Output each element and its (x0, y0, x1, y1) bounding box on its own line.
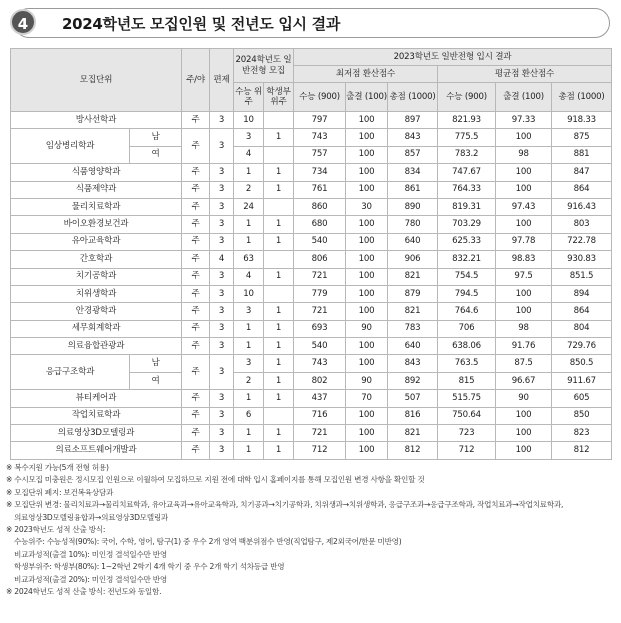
min-suneung-cell: 743 (294, 129, 346, 146)
min-suneung-cell: 734 (294, 164, 346, 181)
unit-name: 치위생학과 (11, 285, 182, 302)
avg-total-cell: 864 (552, 303, 612, 320)
table-row (11, 198, 612, 215)
header-class-count: 편제 (210, 49, 234, 112)
avg-total-cell: 864 (552, 181, 612, 198)
min-total-cell: 507 (388, 390, 438, 407)
day-night-cell: 주 (182, 181, 210, 198)
min-attendance-cell: 70 (346, 390, 388, 407)
gender-cell: 남 (130, 129, 182, 146)
note-line: ※ 모집단위 변경: 물리치료과→물리치료학과, 유아교육과→유아교육학과, 치기공과→치기공학과, 치위생과→치위생학과, 응급구조과→응급구조학과, 작업치료과→작업치료학과, (6, 500, 564, 510)
min-attendance-cell: 30 (346, 198, 388, 215)
min-total-cell: 843 (388, 355, 438, 372)
note-line: ※ 2023학년도 성적 산출 방식: (6, 525, 106, 535)
avg-attendance-cell: 100 (496, 303, 552, 320)
note-line: ※ 2024학년도 성적 산출 방식: 전년도와 동일함. (6, 587, 162, 597)
avg-attendance-cell: 97.78 (496, 233, 552, 250)
avg-total-cell: 823 (552, 425, 612, 442)
min-suneung-cell: 721 (294, 303, 346, 320)
avg-suneung-cell: 775.5 (438, 129, 496, 146)
avg-total-cell: 918.33 (552, 112, 612, 129)
class-count-cell: 3 (210, 268, 234, 285)
suneung-quota-cell: 1 (234, 338, 264, 355)
min-attendance-cell: 100 (346, 355, 388, 372)
suneung-quota-cell: 1 (234, 390, 264, 407)
gender-cell: 여 (130, 146, 182, 163)
table-row (11, 338, 612, 355)
unit-name: 의료영상3D모델링과 (11, 425, 182, 442)
class-count-cell: 3 (210, 216, 234, 233)
min-attendance-cell: 100 (346, 303, 388, 320)
min-total-cell: 857 (388, 146, 438, 163)
class-count-cell: 3 (210, 390, 234, 407)
record-quota-cell: 1 (264, 338, 294, 355)
avg-attendance-cell: 100 (496, 285, 552, 302)
avg-suneung-cell: 815 (438, 372, 496, 389)
table-row (11, 285, 612, 302)
min-attendance-cell: 100 (346, 442, 388, 459)
day-night-cell: 주 (182, 425, 210, 442)
min-suneung-cell: 680 (294, 216, 346, 233)
class-count-cell: 4 (210, 251, 234, 268)
avg-total-cell: 804 (552, 320, 612, 337)
unit-name: 식품영양학과 (11, 164, 182, 181)
note-line: ※ 모집단위 폐지: 보건복육상담과 (6, 487, 114, 497)
avg-attendance-cell: 100 (496, 164, 552, 181)
section-number-badge (4, 8, 38, 38)
min-attendance-cell: 100 (346, 129, 388, 146)
suneung-quota-cell: 6 (234, 407, 264, 424)
min-suneung-cell: 721 (294, 425, 346, 442)
day-night-cell: 주 (182, 233, 210, 250)
suneung-quota-cell: 1 (234, 425, 264, 442)
min-attendance-cell: 100 (346, 112, 388, 129)
gender-cell: 남 (130, 355, 182, 372)
avg-suneung-cell: 723 (438, 425, 496, 442)
table-row (11, 181, 612, 198)
suneung-quota-cell: 1 (234, 320, 264, 337)
table-row (11, 251, 612, 268)
table-row (11, 164, 612, 181)
record-quota-cell: 1 (264, 390, 294, 407)
suneung-quota-cell: 1 (234, 233, 264, 250)
avg-suneung-cell: 794.5 (438, 285, 496, 302)
unit-name: 세무회계학과 (11, 320, 182, 337)
min-total-cell: 879 (388, 285, 438, 302)
min-total-cell: 821 (388, 303, 438, 320)
unit-name: 식품제약과 (11, 181, 182, 198)
avg-total-cell: 930.83 (552, 251, 612, 268)
section-title: 2024학년도 모집인원 및 전년도 입시 결과 (62, 15, 341, 33)
header-min-total: 총점 (1000) (388, 83, 438, 112)
min-attendance-cell: 100 (346, 425, 388, 442)
header-day-night: 주/야 (182, 49, 210, 112)
min-attendance-cell: 100 (346, 285, 388, 302)
avg-total-cell: 881 (552, 146, 612, 163)
admission-results-table (10, 48, 612, 460)
min-total-cell: 640 (388, 233, 438, 250)
section-header (4, 6, 614, 42)
avg-total-cell: 803 (552, 216, 612, 233)
class-count-cell: 3 (210, 425, 234, 442)
class-count-cell: 3 (210, 181, 234, 198)
day-night-cell: 주 (182, 268, 210, 285)
record-quota-cell: 1 (264, 164, 294, 181)
day-night-cell: 주 (182, 407, 210, 424)
min-attendance-cell: 100 (346, 146, 388, 163)
header-recruit-2024: 2024학년도 일반전형 모집 (234, 49, 294, 83)
record-quota-cell (264, 112, 294, 129)
min-total-cell: 892 (388, 372, 438, 389)
table-row (11, 320, 612, 337)
avg-attendance-cell: 100 (496, 129, 552, 146)
day-night-cell: 주 (182, 355, 210, 390)
note-line: 학생부위주: 학생부(80%): 1~2학년 2학기 4개 학기 중 우수 2개 학기 석차등급 반영 (14, 562, 285, 572)
min-attendance-cell: 100 (346, 338, 388, 355)
min-suneung-cell: 721 (294, 268, 346, 285)
day-night-cell: 주 (182, 390, 210, 407)
day-night-cell: 주 (182, 198, 210, 215)
record-quota-cell: 1 (264, 320, 294, 337)
table-row (11, 407, 612, 424)
unit-name: 의료융합관광과 (11, 338, 182, 355)
min-total-cell: 640 (388, 338, 438, 355)
table-row (11, 216, 612, 233)
avg-suneung-cell: 832.21 (438, 251, 496, 268)
day-night-cell: 주 (182, 442, 210, 459)
class-count-cell: 3 (210, 338, 234, 355)
avg-attendance-cell: 100 (496, 216, 552, 233)
record-quota-cell (264, 407, 294, 424)
table-row (11, 112, 612, 129)
section-number: 4 (10, 9, 36, 35)
avg-total-cell: 850 (552, 407, 612, 424)
avg-total-cell: 875 (552, 129, 612, 146)
min-attendance-cell: 100 (346, 216, 388, 233)
min-total-cell: 834 (388, 164, 438, 181)
min-attendance-cell: 100 (346, 233, 388, 250)
avg-suneung-cell: 625.33 (438, 233, 496, 250)
suneung-quota-cell: 2 (234, 372, 264, 389)
min-suneung-cell: 712 (294, 442, 346, 459)
suneung-quota-cell: 3 (234, 355, 264, 372)
header-min-attendance: 출결 (100) (346, 83, 388, 112)
record-quota-cell: 1 (264, 233, 294, 250)
table-row (11, 442, 612, 459)
min-attendance-cell: 100 (346, 181, 388, 198)
avg-suneung-cell: 764.33 (438, 181, 496, 198)
record-quota-cell: 1 (264, 268, 294, 285)
table-body (11, 112, 612, 460)
min-attendance-cell: 90 (346, 372, 388, 389)
gender-cell: 여 (130, 372, 182, 389)
avg-attendance-cell: 100 (496, 407, 552, 424)
avg-attendance-cell: 100 (496, 425, 552, 442)
unit-name: 방사선학과 (11, 112, 182, 129)
avg-suneung-cell: 638.06 (438, 338, 496, 355)
unit-name: 안경광학과 (11, 303, 182, 320)
unit-name: 치기공학과 (11, 268, 182, 285)
min-total-cell: 780 (388, 216, 438, 233)
suneung-quota-cell: 3 (234, 303, 264, 320)
min-attendance-cell: 100 (346, 164, 388, 181)
unit-name: 유아교육학과 (11, 233, 182, 250)
avg-suneung-cell: 821.93 (438, 112, 496, 129)
record-quota-cell: 1 (264, 129, 294, 146)
header-record-priority: 학생부 위주 (264, 83, 294, 112)
min-total-cell: 890 (388, 198, 438, 215)
avg-attendance-cell: 90 (496, 390, 552, 407)
min-attendance-cell: 100 (346, 407, 388, 424)
record-quota-cell: 1 (264, 372, 294, 389)
min-suneung-cell: 693 (294, 320, 346, 337)
unit-name: 뷰티케어과 (11, 390, 182, 407)
day-night-cell: 주 (182, 338, 210, 355)
min-suneung-cell: 797 (294, 112, 346, 129)
header-avg-total: 총점 (1000) (552, 83, 612, 112)
suneung-quota-cell: 1 (234, 216, 264, 233)
day-night-cell: 주 (182, 216, 210, 233)
min-total-cell: 821 (388, 268, 438, 285)
avg-suneung-cell: 754.5 (438, 268, 496, 285)
avg-attendance-cell: 91.76 (496, 338, 552, 355)
header-avg-score: 평균점 환산점수 (438, 66, 612, 83)
min-attendance-cell: 100 (346, 268, 388, 285)
avg-total-cell: 850.5 (552, 355, 612, 372)
day-night-cell: 주 (182, 112, 210, 129)
class-count-cell: 3 (210, 198, 234, 215)
min-total-cell: 861 (388, 181, 438, 198)
header-suneung-priority: 수능 위주 (234, 83, 264, 112)
avg-suneung-cell: 703.29 (438, 216, 496, 233)
record-quota-cell: 1 (264, 425, 294, 442)
notes-section (6, 462, 612, 598)
suneung-quota-cell: 4 (234, 146, 264, 163)
suneung-quota-cell: 2 (234, 181, 264, 198)
avg-attendance-cell: 100 (496, 442, 552, 459)
avg-suneung-cell: 819.31 (438, 198, 496, 215)
min-suneung-cell: 761 (294, 181, 346, 198)
class-count-cell: 3 (210, 355, 234, 390)
record-quota-cell (264, 146, 294, 163)
header-avg-suneung: 수능 (900) (438, 83, 496, 112)
avg-attendance-cell: 97.5 (496, 268, 552, 285)
avg-total-cell: 894 (552, 285, 612, 302)
avg-total-cell: 851.5 (552, 268, 612, 285)
avg-attendance-cell: 98 (496, 146, 552, 163)
day-night-cell: 주 (182, 303, 210, 320)
avg-total-cell: 722.78 (552, 233, 612, 250)
class-count-cell: 3 (210, 164, 234, 181)
min-suneung-cell: 540 (294, 233, 346, 250)
day-night-cell: 주 (182, 251, 210, 268)
avg-attendance-cell: 98.83 (496, 251, 552, 268)
suneung-quota-cell: 24 (234, 198, 264, 215)
suneung-quota-cell: 1 (234, 164, 264, 181)
min-total-cell: 843 (388, 129, 438, 146)
min-suneung-cell: 860 (294, 198, 346, 215)
avg-suneung-cell: 763.5 (438, 355, 496, 372)
record-quota-cell: 1 (264, 303, 294, 320)
avg-total-cell: 729.76 (552, 338, 612, 355)
class-count-cell: 3 (210, 303, 234, 320)
avg-total-cell: 916.43 (552, 198, 612, 215)
avg-suneung-cell: 764.6 (438, 303, 496, 320)
record-quota-cell: 1 (264, 181, 294, 198)
header-unit: 모집단위 (11, 49, 182, 112)
header-min-score: 최저점 환산점수 (294, 66, 438, 83)
class-count-cell: 3 (210, 112, 234, 129)
table-row (11, 390, 612, 407)
avg-suneung-cell: 712 (438, 442, 496, 459)
min-suneung-cell: 802 (294, 372, 346, 389)
min-suneung-cell: 757 (294, 146, 346, 163)
avg-suneung-cell: 750.64 (438, 407, 496, 424)
avg-total-cell: 911.67 (552, 372, 612, 389)
record-quota-cell (264, 251, 294, 268)
min-total-cell: 821 (388, 425, 438, 442)
min-suneung-cell: 743 (294, 355, 346, 372)
header-avg-attendance: 출결 (100) (496, 83, 552, 112)
class-count-cell: 3 (210, 407, 234, 424)
class-count-cell: 3 (210, 442, 234, 459)
avg-suneung-cell: 515.75 (438, 390, 496, 407)
unit-name: 의료소프트웨어개발과 (11, 442, 182, 459)
avg-attendance-cell: 97.43 (496, 198, 552, 215)
avg-suneung-cell: 783.2 (438, 146, 496, 163)
min-total-cell: 897 (388, 112, 438, 129)
day-night-cell: 주 (182, 164, 210, 181)
table-row (11, 303, 612, 320)
note-line: 의료영상3D모델링융합과→의료영상3D모델링과 (14, 512, 169, 522)
min-total-cell: 906 (388, 251, 438, 268)
table-row (11, 355, 612, 372)
min-suneung-cell: 806 (294, 251, 346, 268)
note-line: 비교과성적(출결 20%): 미인정 결석일수만 반영 (14, 574, 167, 584)
unit-name: 바이오환경보건과 (11, 216, 182, 233)
record-quota-cell (264, 198, 294, 215)
avg-total-cell: 847 (552, 164, 612, 181)
avg-suneung-cell: 747.67 (438, 164, 496, 181)
min-total-cell: 812 (388, 442, 438, 459)
class-count-cell: 3 (210, 320, 234, 337)
unit-name: 응급구조학과 (11, 355, 130, 390)
record-quota-cell (264, 285, 294, 302)
unit-name: 임상병리학과 (11, 129, 130, 164)
avg-total-cell: 605 (552, 390, 612, 407)
record-quota-cell: 1 (264, 216, 294, 233)
avg-attendance-cell: 97.33 (496, 112, 552, 129)
table-row (11, 129, 612, 146)
min-attendance-cell: 100 (346, 251, 388, 268)
suneung-quota-cell: 63 (234, 251, 264, 268)
suneung-quota-cell: 4 (234, 268, 264, 285)
note-line: 수능위주: 수능성적(90%): 국어, 수학, 영어, 탐구(1) 중 우수 2개 영역 백분위점수 반영(직업탐구, 제2외국어/한문 미반영) (14, 537, 402, 547)
min-total-cell: 783 (388, 320, 438, 337)
min-attendance-cell: 90 (346, 320, 388, 337)
suneung-quota-cell: 10 (234, 285, 264, 302)
suneung-quota-cell: 1 (234, 442, 264, 459)
avg-attendance-cell: 87.5 (496, 355, 552, 372)
avg-attendance-cell: 98 (496, 320, 552, 337)
record-quota-cell: 1 (264, 355, 294, 372)
table-row (11, 268, 612, 285)
table-row (11, 425, 612, 442)
header-result-2023: 2023학년도 일반전형 입시 결과 (294, 49, 612, 66)
suneung-quota-cell: 10 (234, 112, 264, 129)
table-row (11, 233, 612, 250)
note-line: 비교과성적(출결 10%): 미인정 결석일수만 반영 (14, 549, 167, 559)
record-quota-cell: 1 (264, 442, 294, 459)
min-suneung-cell: 437 (294, 390, 346, 407)
avg-attendance-cell: 96.67 (496, 372, 552, 389)
min-suneung-cell: 779 (294, 285, 346, 302)
day-night-cell: 주 (182, 285, 210, 302)
unit-name: 물리치료학과 (11, 198, 182, 215)
note-line: ※ 복수지원 가능(5개 전형 허용) (6, 463, 109, 472)
min-suneung-cell: 540 (294, 338, 346, 355)
unit-name: 간호학과 (11, 251, 182, 268)
suneung-quota-cell: 3 (234, 129, 264, 146)
class-count-cell: 3 (210, 233, 234, 250)
avg-total-cell: 812 (552, 442, 612, 459)
header-min-suneung: 수능 (900) (294, 83, 346, 112)
unit-name: 작업치료학과 (11, 407, 182, 424)
day-night-cell: 주 (182, 320, 210, 337)
avg-attendance-cell: 100 (496, 181, 552, 198)
note-line: ※ 수시모집 미충원은 정시모집 인원으로 이월하여 모집하므로 지원 전에 대학 입시 홈페이지를 통해 모집인원 변경 사항을 확인할 것 (6, 475, 425, 485)
day-night-cell: 주 (182, 129, 210, 164)
class-count-cell: 3 (210, 129, 234, 164)
min-suneung-cell: 716 (294, 407, 346, 424)
min-total-cell: 816 (388, 407, 438, 424)
class-count-cell: 3 (210, 285, 234, 302)
avg-suneung-cell: 706 (438, 320, 496, 337)
